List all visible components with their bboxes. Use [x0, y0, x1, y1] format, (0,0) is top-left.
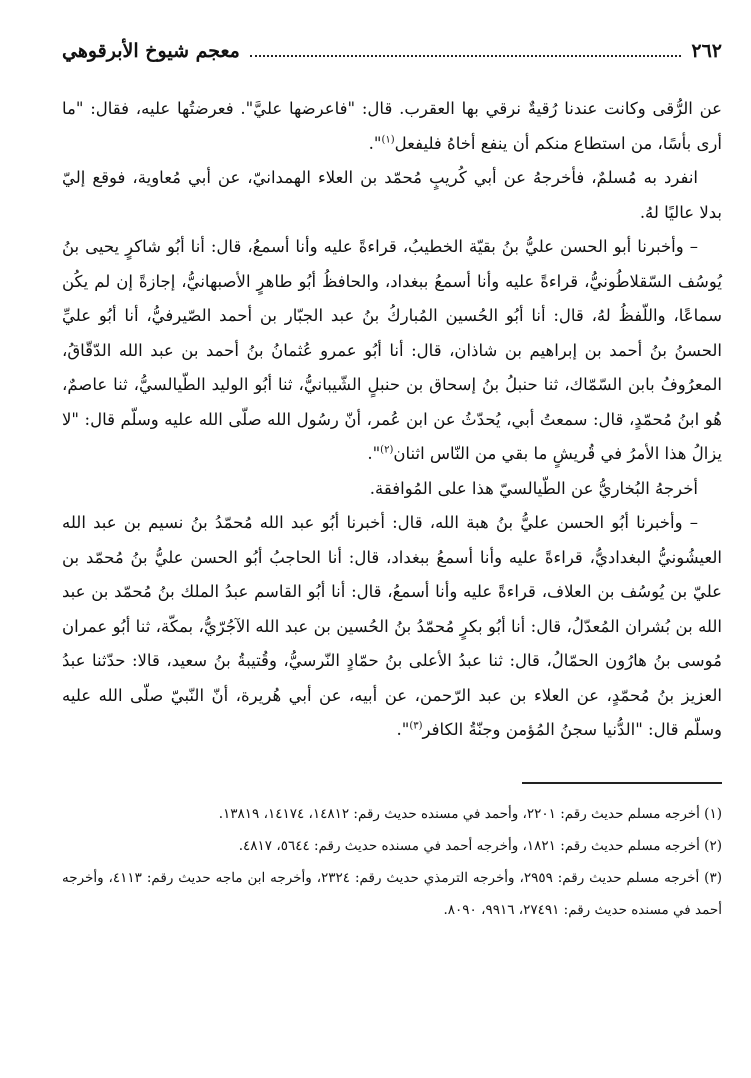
footnote-marker: (٣) [409, 720, 423, 732]
footnote: (٣) أخرجه مسلم حديث رقم: ٢٩٥٩، وأخرجه الترمذي حديث رقم: ٢٣٢٤، وأخرجه ابن ماجه حديث رقم: ٤١١٣، وأخرجه أحمد في مسنده حديث رقم: ٢٧٤٩١، ٩٩١٦، ٨٠٩٠. [62, 869, 722, 918]
main-text [62, 92, 722, 748]
paragraph: انفرد به مُسلمٌ، فأخرجهُ عن أبي كُريبٍ مُحمّد بن العلاء الهمدانيّ، عن أبي مُعاوية، فوقع إليّ بدلا عاليًا لهُ. [62, 168, 722, 222]
paragraph: أخرجهُ البُخاريُّ عن الطّيالسيّ هذا على المُوافقة. [369, 478, 698, 498]
footnote: (١) أخرجه مسلم حديث رقم: ٢٢٠١، وأحمد في مسنده حديث رقم: ١٤٨١٢، ١٤١٧٤، ١٣٨١٩. [218, 805, 722, 822]
footnote: (٢) أخرجه مسلم حديث رقم: ١٨٢١، وأخرجه أحمد في مسنده حديث رقم: ٥٦٤٤، ٤٨١٧. [238, 837, 722, 854]
footnote-marker: (٢) [380, 444, 394, 456]
footnotes [62, 798, 722, 926]
header-leader-dots [250, 37, 682, 57]
book-title: معجم شيوخ الأبرقوهي [62, 40, 240, 62]
footnote-marker: (١) [381, 134, 395, 145]
paragraph: – وأخبرنا أبو الحسن عليُّ بنُ بقيّة الخطيبُ، قراءةً عليه وأنا أسمعُ، قال: أنا أبُو شاكرٍ يحيى بنُ يُوسُف السّقلاطُونيُّ، قراءةً عليه وأنا أسمعُ ببغداد، والحافظُ أبُو طاهرٍ الأصبهانيُّ، إجازةً إن لم يكُن سماعًا، واللّفظُ لهُ، قال: أنا أبُو الحُسين المُباركُ بنُ عبد الجبّار بن أحمد الصّيرفيُّ، أنا أبُو عليِّ الحسنُ بنُ أحمد بن إبراهيم بن شاذان، قال: أنا أبُو عمرو عُثمانُ بنُ أحمد بن عبد الله الدّقّاقُ، المعرُوفُ بابن السّمّاك، ثنا حنبلُ بنُ إسحاق بن حنبلٍ الشّيبانيُّ، ثنا أبُو الوليد الطّيالسيُّ، ثنا عاصمٌ، هُو ابنُ مُحمّدٍ، قال: سمعتُ أبي، يُحدّثُ عن ابن عُمر، أنّ رسُول الله صلّى الله عليه وسلّم قال: "لا يزالُ هذا الأمرُ في قُريشٍ ما بقي من النّاس اثنان$^{(٢)}$". [62, 237, 722, 463]
footnote-separator [522, 782, 722, 784]
page-header [62, 36, 722, 66]
page-number: ٢٦٢ [691, 40, 722, 62]
paragraph: عن الرُّقى وكانت عندنا رُقيةٌ نرقي بها العقرب. قال: "فاعرضها عليَّ". فعرضتُها عليه، فقال: "ما أرى بأسًا، من استطاع منكم أن ينفع أخاهُ فليفعل$^{(١)}$". [62, 99, 722, 153]
book-page [62, 36, 722, 1066]
paragraph: – وأخبرنا أبُو الحسن عليُّ بنُ هبة الله، قال: أخبرنا أبُو عبد الله مُحمّدُ بنُ نسيم بن عبد الله العيشُونيُّ البغداديُّ، قراءةً عليه وأنا أسمعُ ببغداد، قال: أنا الحاجبُ أبُو الحسن عليُّ بنُ مُحمّد بن عليّ بن يُوسُف بن العلاف، قراءةً عليه وأنا أسمعُ، قال: أنا أبُو القاسم عبدُ الملك بنُ مُحمّد بن عبد الله بن بُشران المُعدّلُ، قال: أنا أبُو بكرٍ مُحمّدُ بنُ الحُسين بن عبد الله الآجُرّيُّ، بمكّة، ثنا أبُو عمران مُوسى بنُ هارُون الحمّالُ، قال: ثنا عبدُ الأعلى بنُ حمّادٍ النّرسيُّ، وقُتيبةُ بنُ سعيد، قالا: حدّثنا عبدُ العزيز بنُ مُحمّدٍ، عن العلاء بن عبد الرّحمن، عن أبيه، عن أبي هُريرة، أنّ النّبيّ صلّى الله عليه وسلّم قال: "الدُّنيا سجنُ المُؤمن وجنّةُ الكافر$^{(٣)}$". [62, 513, 722, 739]
